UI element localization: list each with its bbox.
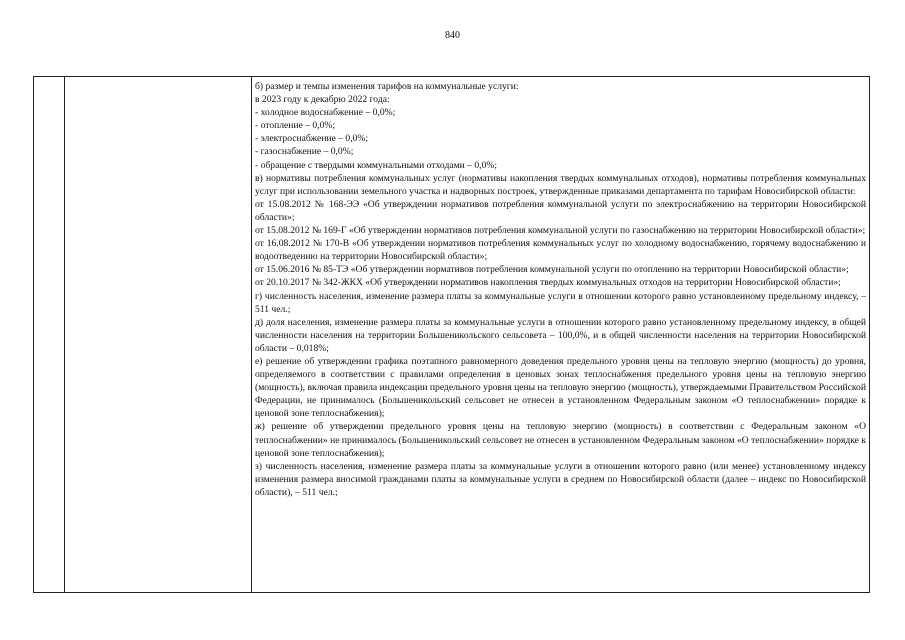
paragraph-order-168: от 15.08.2012 № 168-ЭЭ «Об утверждении нормативов потребления коммунальной услуги по электроснабжению на территории Новосибирской области»;: [255, 198, 866, 223]
page-number: 840: [445, 30, 460, 41]
item-name-cell: [65, 77, 252, 593]
paragraph-order-85: от 15.06.2016 № 85-ТЭ «Об утверждении нормативов потребления коммунальной услуги по отоплению на территории Новосибирской области»;: [255, 264, 849, 276]
paragraph-population-share: д) доля населения, изменение размера платы за коммунальные услуги в отношении которого равно установленному предельному индексу, в общей численности населения на территории Большеникольского сельсовета – 100,0%, и в общей численности населения на территории Новосибирской области – 0,018%;: [255, 316, 866, 354]
list-item-electricity: - электроснабжение – 0,0%;: [255, 133, 369, 145]
paragraph-consumption-norms: в) нормативы потребления коммунальных услуг (нормативы накопления твердых коммунальных отходов), нормативы потребления коммунальных услуг при использовании земельного участка и надворных построек, утвержденные приказами департамента по тарифам Новосибирской области:: [255, 172, 866, 197]
paragraph-tariff-period: в 2023 году к декабрю 2022 года:: [255, 94, 390, 106]
document-table: [33, 76, 870, 593]
list-item-solid-waste: - обращение с твердыми коммунальными отходами – 0,0%;: [255, 159, 498, 171]
content-cell: [252, 77, 870, 593]
list-item-heating: - отопление – 0,0%;: [255, 120, 336, 132]
paragraph-population-count: г) численность населения, изменение размера платы за коммунальные услуги в отношении которого равно установленному предельному индексу, – 511 чел.;: [255, 290, 866, 315]
paragraph-heat-schedule: е) решение об утверждении графика поэтапного равномерного доведения предельного уровня цены на тепловую энергию (мощность) до уровня, определяемого в соответствии с правилами определения в ценовых зонах теплоснабжения предельного уровня цены на тепловую энергию (мощность), включая правила индексации предельного уровня цены на тепловую энергию (мощность), утверждаемыми Правительством Российской Федерации, не принималось (Большеникольский сельсовет не отнесен в установленном Федеральным законом «О теплоснабжении» порядке к ценовой зоне теплоснабжения);: [255, 355, 866, 420]
list-item-gas: - газоснабжение – 0,0%;: [255, 146, 354, 158]
paragraph-heat-price-limit: ж) решение об утверждении предельного уровня цены на тепловую энергию (мощность) в соответствии с Федеральным законом «О теплоснабжении» не принималось (Большеникольский сельсовет не отнесен в установленном Федеральным законом «О теплоснабжении» порядке к ценовой зоне теплоснабжения);: [255, 421, 866, 459]
paragraph-order-342: от 20.10.2017 № 342-ЖКХ «Об утверждении нормативов накопления твердых коммунальных отходов на территории Новосибирской области»;: [255, 277, 841, 289]
paragraph-tariff-heading: б) размер и темпы изменения тарифов на коммунальные услуги:: [255, 81, 519, 92]
list-item-cold-water: - холодное водоснабжение – 0,0%;: [255, 107, 396, 119]
paragraph-population-index: з) численность населения, изменение размера платы за коммунальные услуги в отношении которого равно (или менее) установленному индексу изменения размера вносимой гражданами платы за коммунальные услуги в среднем по Новосибирской области (далее – индекс по Новосибирской области), – 511 чел.;: [255, 460, 866, 498]
paragraph-order-169: от 15.08.2012 № 169-Г «Об утверждении нормативов потребления коммунальной услуги по газоснабжению на территории Новосибирской области»;: [255, 225, 866, 237]
paragraph-order-170: от 16.08.2012 № 170-В «Об утверждении нормативов потребления коммунальных услуг по холодному водоснабжению, горячему водоснабжению и водоотведению на территории Новосибирской области»;: [255, 238, 866, 263]
row-number-cell: [34, 77, 65, 593]
table-row: [34, 77, 870, 593]
